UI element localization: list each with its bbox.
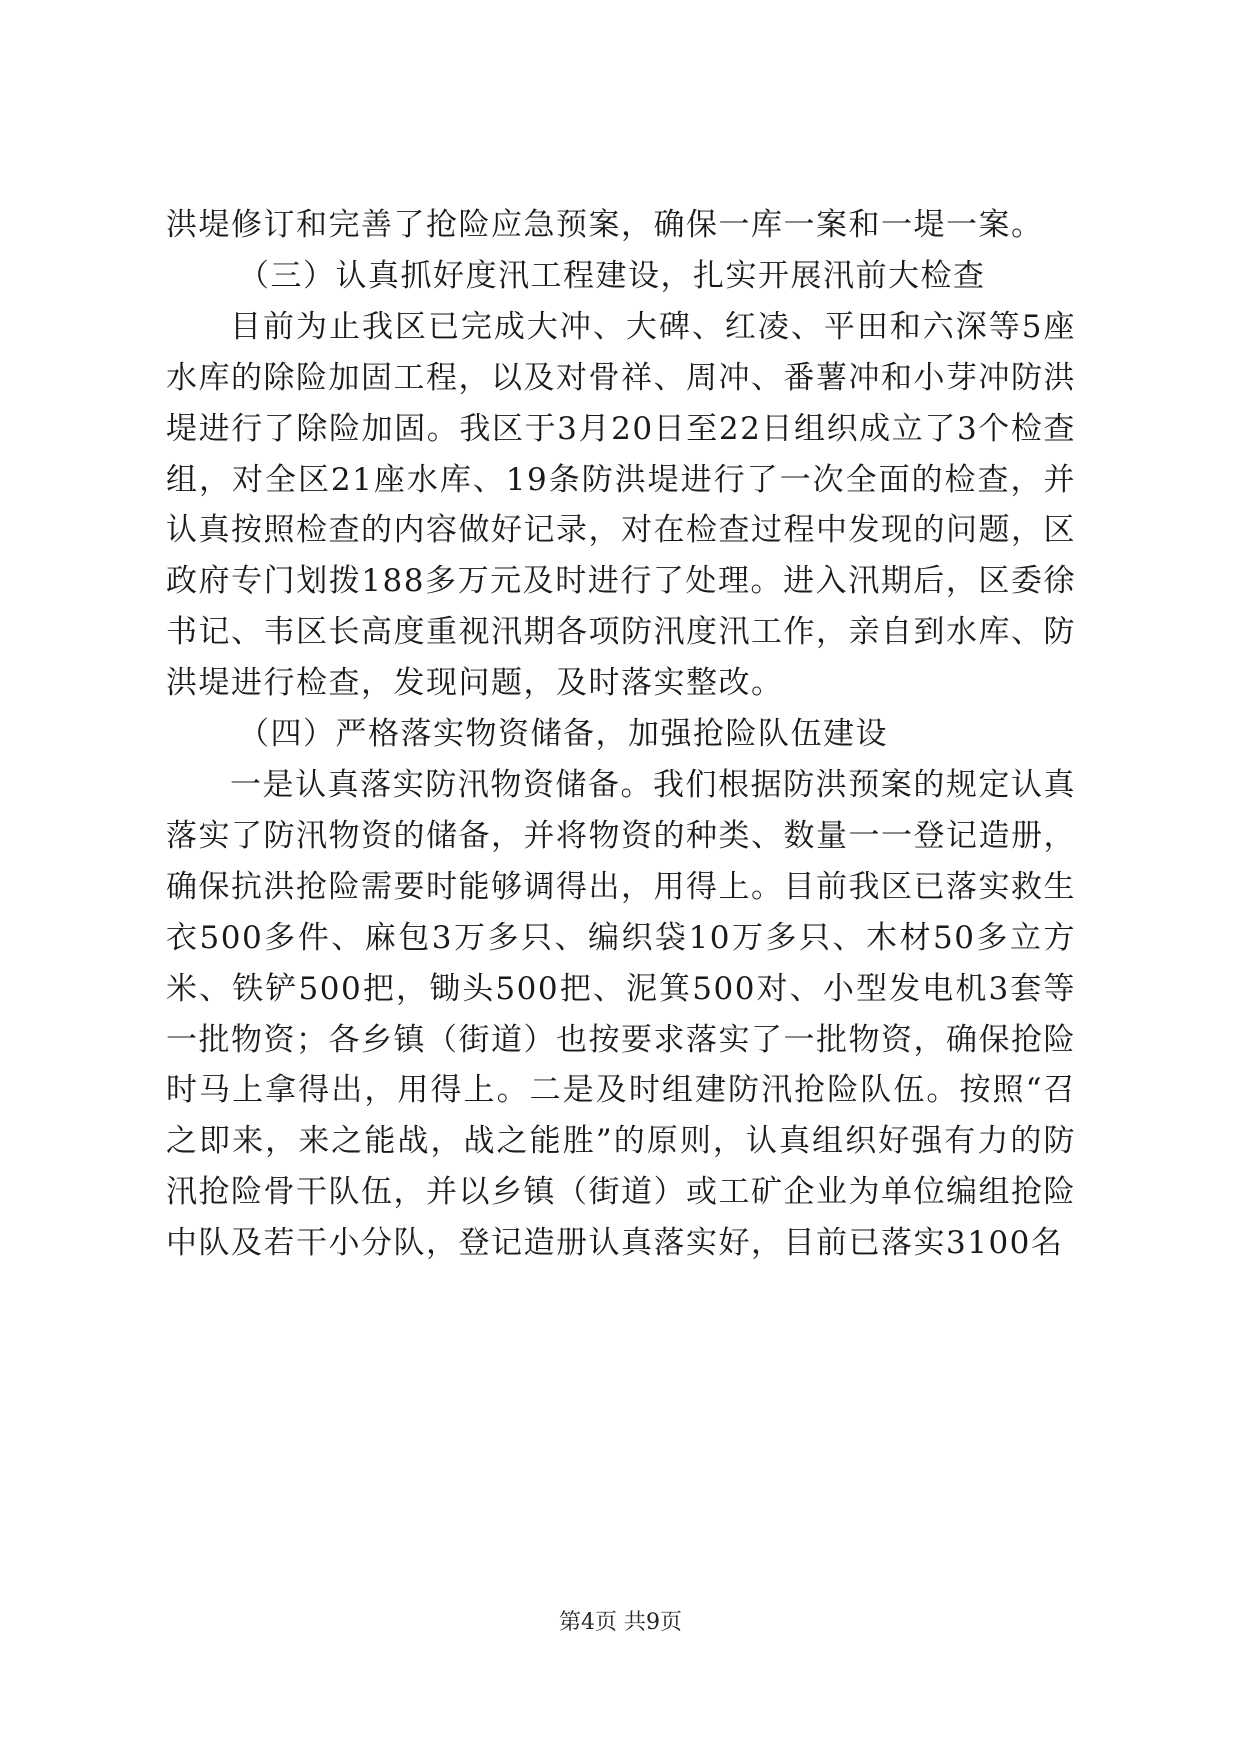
section-heading-3: （三）认真抓好度汛工程建设，扎实开展汛前大检查 (238, 257, 986, 294)
continuation-paragraph: 洪堤修订和完善了抢险应急预案，确保一库一案和一堤一案。 (166, 207, 1044, 243)
page-number-label: 第4页 共9页 (559, 1610, 682, 1635)
section-heading-4: （四）严格落实物资储备，加强抢险队伍建设 (238, 716, 888, 753)
document-body (166, 200, 1076, 1269)
body-paragraph-3-1: 目前为止我区已完成大冲、大碑、红凌、平田和六深等5座水库的除险加固工程，以及对骨祥、周冲、番薯冲和小芽冲防洪堤进行了除险加固。我区于3月20日至22日组织成立了3个检查组，对全区21座水库、19条防洪堤进行了一次全面的检查，并认真按照检查的内容做好记录，对在检查过程中发现的问题，区政府专门划拨188多万元及时进行了处理。进入汛期后，区委徐书记、韦区长高度重视汛期各项防汛度汛工作，亲自到水库、防洪堤进行检查，发现问题，及时落实整改。 (166, 308, 1076, 702)
body-paragraph-4-1: 一是认真落实防汛物资储备。我们根据防洪预案的规定认真落实了防汛物资的储备，并将物资的种类、数量一一登记造册，确保抗洪抢险需要时能够调得出，用得上。目前我区已落实救生衣500多件、麻包3万多只、编织袋10万多只、木材50多立方米、铁铲500把，锄头500把、泥箕500对、小型发电机3套等一批物资；各乡镇（街道）也按要求落实了一批物资，确保抢险时马上拿得出，用得上。二是及时组建防汛抢险队伍。按照“召之即来，来之能战，战之能胜”的原则，认真组织好强有力的防汛抢险骨干队伍，并以乡镇（街道）或工矿企业为单位编组抢险中队及若干小分队，登记造册认真落实好，目前已落实3100名 (166, 766, 1076, 1262)
page-footer (0, 1608, 1241, 1638)
